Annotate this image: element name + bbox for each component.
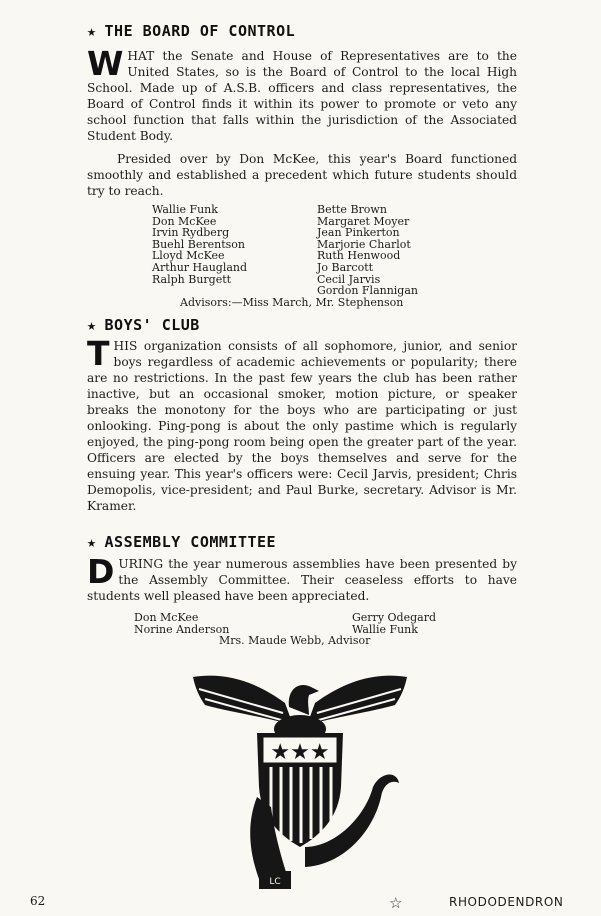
board-p2-text: Presided over by Don McKee, this year's Board functioned smoothly and established a precedent which future students should try to reach. <box>87 152 517 198</box>
boys-club-paragraph <box>87 334 517 514</box>
assembly-heading-text: ASSEMBLY COMMITTEE <box>104 533 277 551</box>
list-item: Buehl Berentson <box>152 237 245 251</box>
list-item: Margaret Moyer <box>317 214 410 228</box>
list-item: Arthur Haugland <box>152 260 248 274</box>
star-icon: ★ <box>87 533 97 551</box>
board-names-left <box>152 204 247 285</box>
assembly-advisor: Mrs. Maude Webb, Advisor <box>219 634 371 647</box>
board-paragraph-1 <box>87 44 517 144</box>
assembly-text: URING the year numerous assemblies have been presented by the Assembly Committee. Their ceaseless efforts to have students well pleased have been appreciated. <box>87 557 517 603</box>
page-number: 62 <box>30 894 46 908</box>
list-item: Gordon Flannigan <box>317 284 418 298</box>
assembly-names-right <box>352 612 436 635</box>
emblem-monogram: LC <box>269 877 281 887</box>
star-outline-icon: ☆ <box>389 894 403 912</box>
list-item: Jean Pinkerton <box>317 226 400 240</box>
board-heading <box>87 22 295 40</box>
boys-club-heading <box>87 316 200 334</box>
star-icon: ★ <box>87 316 97 334</box>
board-dropcap: W <box>87 44 124 83</box>
board-paragraph-2 <box>87 151 517 199</box>
list-item: Marjorie Charlot <box>317 237 411 251</box>
list-item: Ruth Henwood <box>317 249 401 263</box>
board-heading-text: THE BOARD OF CONTROL <box>104 22 296 40</box>
list-item: Norine Anderson <box>134 622 230 636</box>
list-item: Cecil Jarvis <box>317 272 381 286</box>
list-item: Gerry Odegard <box>352 611 436 624</box>
board-p1-text: HAT the Senate and House of Representatives are to the United States, so is the Board of Control to the local High School. Made up of A.S.B. officers and class representatives, the Board of Control finds it within its power to promote or veto any school function that falls within the jurisdiction of the Associated Student Body. <box>87 49 517 143</box>
assembly-dropcap: D <box>87 552 115 591</box>
list-item: Don McKee <box>134 611 199 624</box>
assembly-heading <box>87 533 276 551</box>
list-item: Wallie Funk <box>352 622 418 636</box>
list-item: Ralph Burgett <box>152 272 232 286</box>
eagle-shield-emblem-icon <box>185 667 415 897</box>
star-icon: ★ <box>87 22 97 40</box>
boys-club-dropcap: T <box>87 334 110 373</box>
assembly-names-left <box>134 612 229 635</box>
boys-club-text: HIS organization consists of all sophomore, junior, and senior boys regardless of academic achievements or popularity; there are no restrictions. In the past few years the club has been rather inactive, but an occasional smoker, motion picture, or speaker breaks the monotony for the boys who are participating or just onlooking. Ping-pong is about the only pastime which is regularly enjoyed, the ping-pong room being open the greater part of the year. Officers are elected by the boys themselves and serve for the ensuing year. This year's officers were: Cecil Jarvis, president; Chris Demopolis, vice-president; and Paul Burke, secretary. Advisor is Mr. Kramer. <box>87 339 517 513</box>
publication-title: RHODODENDRON <box>449 895 564 909</box>
assembly-paragraph <box>87 552 517 604</box>
list-item: Lloyd McKee <box>152 249 225 263</box>
list-item: Bette Brown <box>317 203 387 216</box>
svg-text:★★★: ★★★ <box>270 740 330 765</box>
board-advisors: Advisors:—Miss March, Mr. Stephenson <box>180 296 404 309</box>
list-item: Don McKee <box>152 214 217 228</box>
list-item: Irvin Rydberg <box>152 226 230 240</box>
board-names-right <box>317 204 418 297</box>
list-item: Wallie Funk <box>152 203 218 216</box>
boys-club-heading-text: BOYS' CLUB <box>104 316 200 334</box>
list-item: Jo Barcott <box>317 260 374 274</box>
